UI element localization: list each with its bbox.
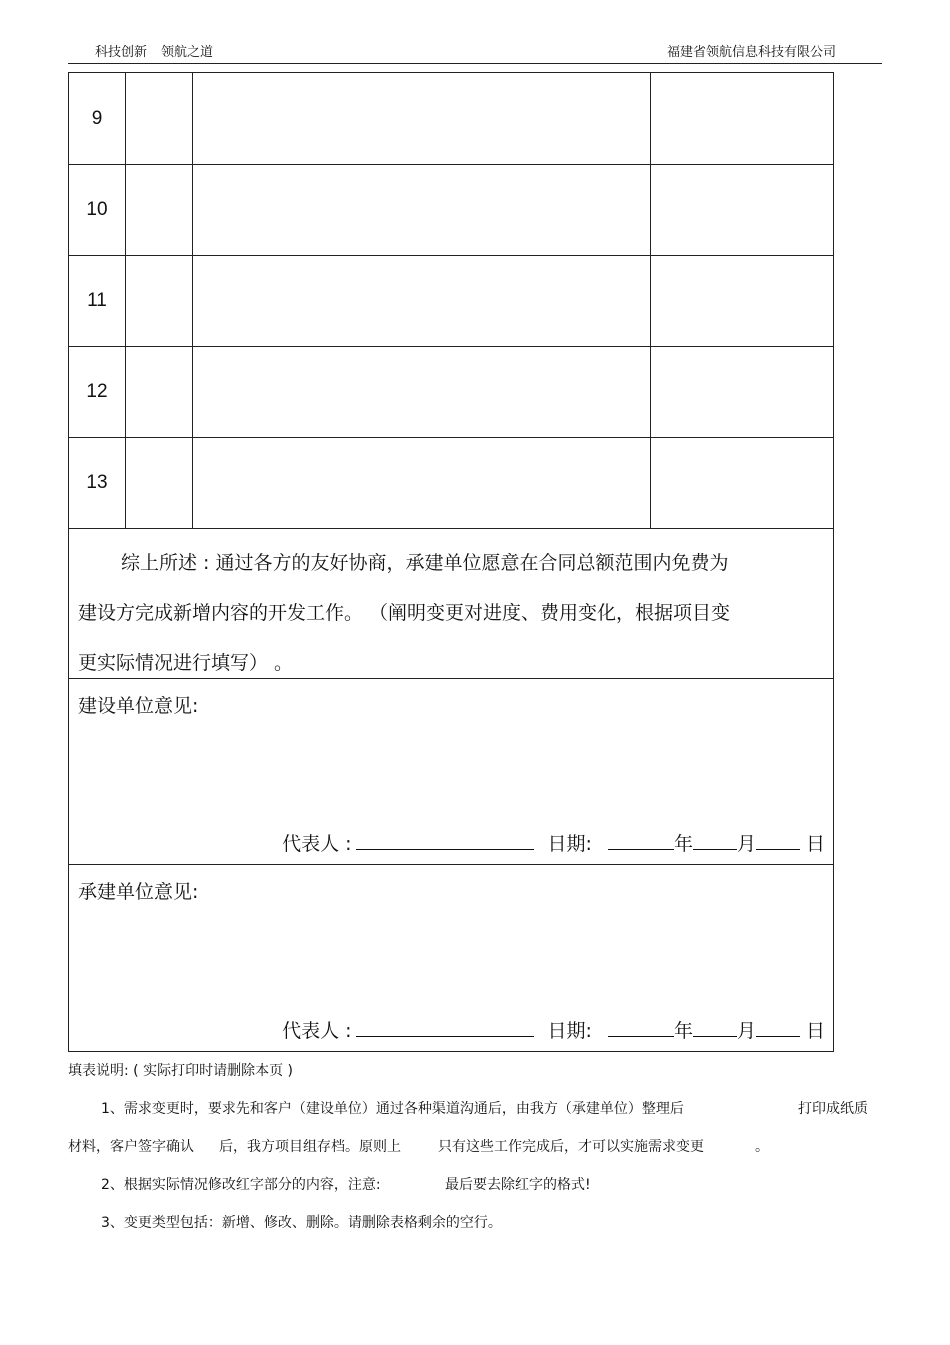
client-opinion-section [69, 679, 833, 865]
summary-block [69, 529, 833, 679]
row-number: 11 [69, 256, 126, 346]
row-number: 9 [69, 73, 126, 164]
table-row [69, 73, 833, 165]
row-cell-type [126, 73, 193, 164]
year-blank [608, 833, 674, 850]
date-label: 日期: [547, 1020, 592, 1042]
header-company-name: 福建省领航信息科技有限公司 [666, 45, 836, 60]
row-cell-remark [651, 347, 833, 437]
instruction-2-part-b: 最后要去除红字的格式! [445, 1177, 591, 1193]
summary-line-2: 建设方完成新增内容的开发工作。 （阐明变更对进度、费用变化，根据项目变 [78, 602, 731, 624]
row-cell-content [193, 347, 651, 437]
year-blank [608, 1020, 674, 1037]
contractor-signature-line [282, 1016, 825, 1043]
instruction-1-part-a: 1、需求变更时，要求先和客户（建设单位）通过各种渠道沟通后，由我方（承建单位）整理后 [101, 1101, 684, 1117]
table-row [69, 347, 833, 438]
representative-blank [356, 833, 534, 850]
change-request-table [68, 72, 834, 1052]
row-cell-type [126, 347, 193, 437]
row-cell-content [193, 256, 651, 346]
day-label: 日 [805, 1020, 825, 1042]
row-cell-content [193, 165, 651, 255]
instructions-title: 填表说明: ( 实际打印时请删除本页 ) [68, 1063, 293, 1079]
summary-line-1: 综上所述 : 通过各方的友好协商，承建单位愿意在合同总额范围内免费为 [121, 552, 729, 574]
month-label: 月 [736, 1020, 756, 1042]
row-number: 12 [69, 347, 126, 437]
instruction-1-part-f: 。 [755, 1139, 769, 1155]
row-cell-remark [651, 165, 833, 255]
summary-line-3: 更实际情况进行填写） 。 [78, 652, 294, 674]
instruction-1-part-c: 材料，客户签字确认 [68, 1139, 194, 1155]
header-slogan-part-1: 科技创新 [95, 45, 148, 60]
row-cell-type [126, 165, 193, 255]
date-label: 日期: [547, 833, 592, 855]
contractor-opinion-section [69, 865, 833, 1051]
row-cell-type [126, 256, 193, 346]
header-slogan [95, 41, 213, 60]
header-slogan-part-2: 领航之道 [161, 45, 214, 60]
day-blank [756, 833, 800, 850]
day-label: 日 [805, 833, 825, 855]
month-blank [693, 1020, 737, 1037]
header-divider [68, 63, 882, 64]
row-cell-remark [651, 438, 833, 528]
row-cell-remark [651, 73, 833, 164]
year-label: 年 [673, 833, 693, 855]
table-row [69, 256, 833, 347]
representative-label: 代表人 : [282, 833, 352, 855]
row-cell-content [193, 438, 651, 528]
row-cell-remark [651, 256, 833, 346]
instruction-1-part-b: 打印成纸质 [798, 1101, 868, 1117]
year-label: 年 [673, 1020, 693, 1042]
table-row [69, 165, 833, 256]
contractor-opinion-label: 承建单位意见: [78, 881, 199, 903]
row-number: 10 [69, 165, 126, 255]
month-label: 月 [736, 833, 756, 855]
day-blank [756, 1020, 800, 1037]
row-cell-content [193, 73, 651, 164]
representative-label: 代表人 : [282, 1020, 352, 1042]
instruction-3: 3、变更类型包括：新增、修改、删除。请删除表格剩余的空行。 [101, 1215, 502, 1231]
instruction-1-part-d: 后，我方项目组存档。原则上 [219, 1139, 401, 1155]
instruction-1-part-e: 只有这些工作完成后，才可以实施需求变更 [438, 1139, 704, 1155]
month-blank [693, 833, 737, 850]
instruction-2-part-a: 2、根据实际情况修改红字部分的内容，注意: [101, 1177, 381, 1193]
table-row [69, 438, 833, 529]
row-number: 13 [69, 438, 126, 528]
client-signature-line [282, 829, 825, 856]
representative-blank [356, 1020, 534, 1037]
row-cell-type [126, 438, 193, 528]
client-opinion-label: 建设单位意见: [78, 695, 199, 717]
